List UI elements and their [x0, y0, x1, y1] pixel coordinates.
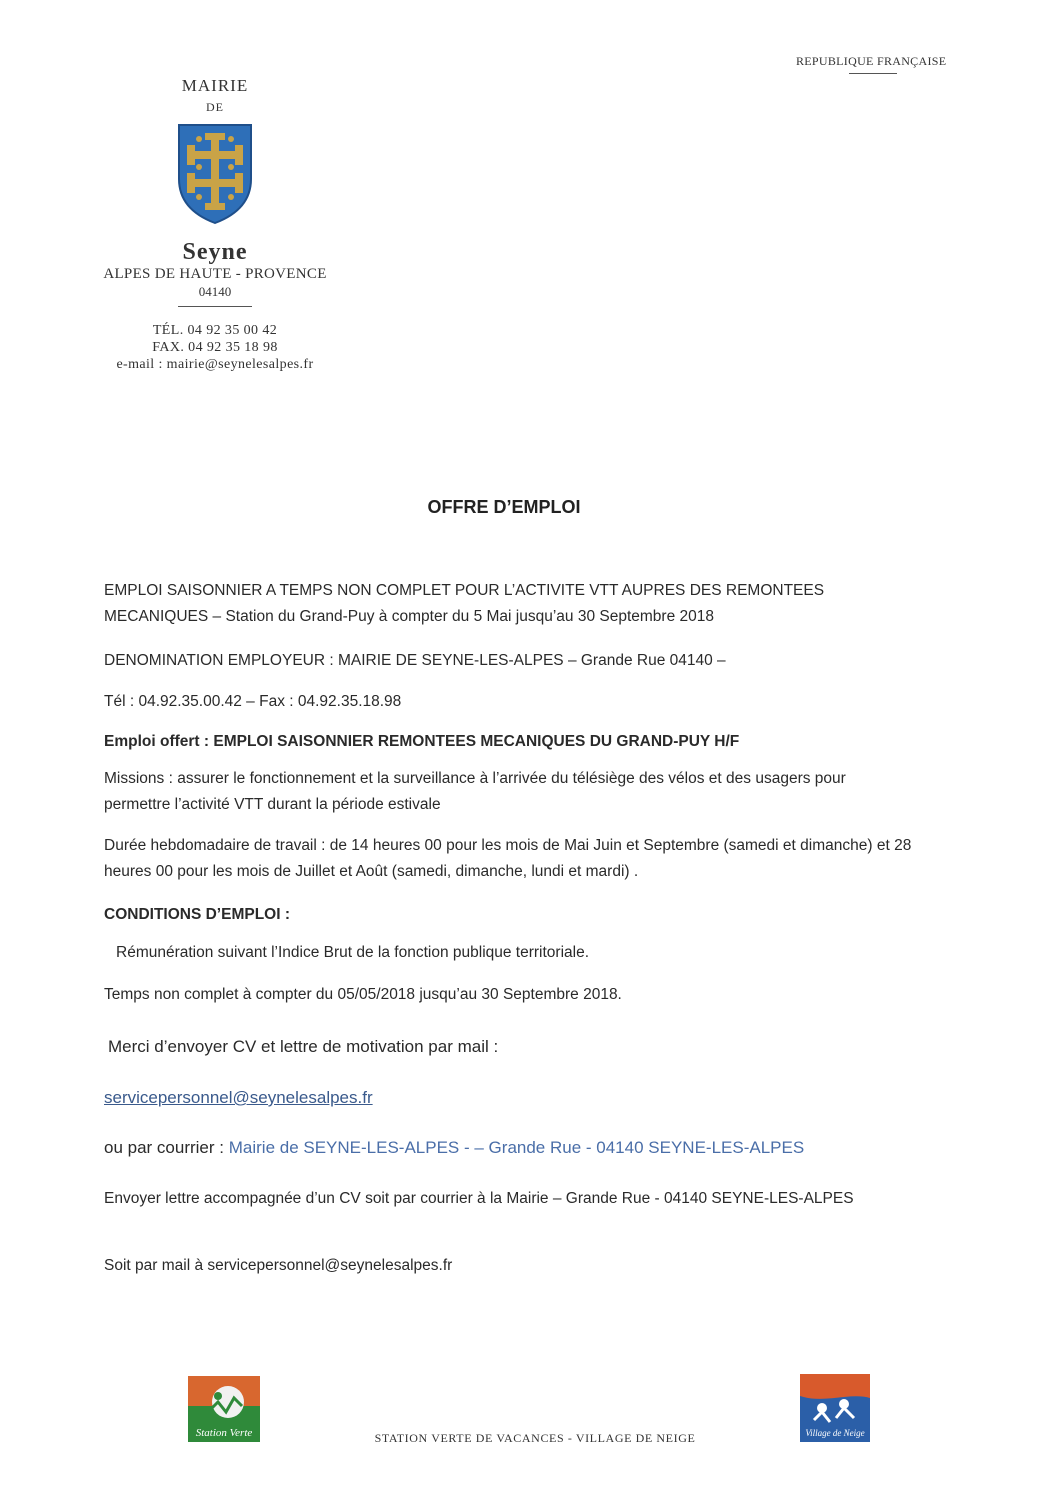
mairie-label: MAIRIE — [181, 76, 249, 95]
document-title: OFFRE D’EMPLOI — [427, 497, 581, 517]
republique-francaise-label: REPUBLIQUE FRANÇAISE — [796, 54, 947, 68]
postal-address-paragraph — [104, 1135, 914, 1161]
apply-email-link[interactable]: servicepersonnel@seynelesalpes.fr — [104, 1088, 373, 1107]
send-letter-paragraph: Envoyer lettre accompagnée d’un CV soit par courrier à la Mairie – Grande Rue - 04140 SEYNE-LES-ALPES — [104, 1190, 854, 1207]
coat-of-arms-icon — [175, 121, 255, 225]
postal-address: Mairie de SEYNE-LES-ALPES - – Grande Rue - 04140 SEYNE-LES-ALPES — [228, 1138, 805, 1157]
salary-paragraph: Rémunération suivant l’Indice Brut de la fonction publique territoriale. — [116, 944, 590, 961]
republique-underline — [849, 73, 897, 74]
village-de-neige-logo-icon — [800, 1374, 870, 1442]
letterhead-divider — [178, 306, 252, 307]
postal-label: ou par courrier : — [104, 1138, 229, 1157]
station-verte-logo-icon — [188, 1376, 260, 1442]
job-summary-paragraph: EMPLOI SAISONNIER A TEMPS NON COMPLET POUR L’ACTIVITE VTT AUPRES DES REMONTEES MECANIQUES – Station du Grand-Puy à compter du 5 Mai jusqu’au 30 Septembre 2018 — [104, 582, 825, 625]
de-label: DE — [206, 100, 224, 114]
phone-number: TÉL. 04 92 35 00 42 — [152, 323, 278, 338]
postcode: 04140 — [198, 284, 232, 299]
hours-paragraph: Durée hebdomadaire de travail : de 14 heures 00 pour les mois de Mai Juin et Septembre (samedi et dimanche) et 28 heures 00 pour les mois de Juillet et Août (samedi, dimanche, lundi et mardi) . — [104, 837, 912, 880]
email-address: e-mail : mairie@seynelesalpes.fr — [116, 357, 314, 372]
job-offered-label: Emploi offert : — [104, 733, 214, 750]
conditions-heading: CONDITIONS D’EMPLOI : — [104, 906, 290, 923]
region-name: ALPES DE HAUTE - PROVENCE — [103, 266, 327, 282]
fax-number: FAX. 04 92 35 18 98 — [152, 340, 278, 355]
job-offered-value: EMPLOI SAISONNIER REMONTEES MECANIQUES DU GRAND-PUY H/F — [213, 733, 740, 750]
employer-paragraph: DENOMINATION EMPLOYEUR : MAIRIE DE SEYNE-LES-ALPES – Grande Rue 04140 – — [104, 652, 726, 669]
town-name: Seyne — [182, 239, 248, 265]
contact-paragraph: Tél : 04.92.35.00.42 – Fax : 04.92.35.18.98 — [104, 693, 402, 710]
job-offered-paragraph — [104, 729, 914, 755]
missions-paragraph: Missions : assurer le fonctionnement et la surveillance à l’arrivée du télésiège des vélos et des usagers pour permettre l’activité VTT durant la période estivale — [104, 770, 846, 813]
send-mail-paragraph: Soit par mail à servicepersonnel@seynelesalpes.fr — [104, 1257, 453, 1274]
footer-tagline: STATION VERTE DE VACANCES - VILLAGE DE NEIGE — [374, 1431, 696, 1445]
apply-instructions: Merci d’envoyer CV et lettre de motivation par mail : — [108, 1037, 499, 1056]
village-de-neige-logo-text: Village de Neige — [805, 1428, 865, 1438]
letterhead — [70, 74, 360, 373]
duration-paragraph: Temps non complet à compter du 05/05/2018 jusqu’au 30 Septembre 2018. — [104, 986, 622, 1003]
station-verte-logo-text: Station Verte — [195, 1427, 253, 1439]
